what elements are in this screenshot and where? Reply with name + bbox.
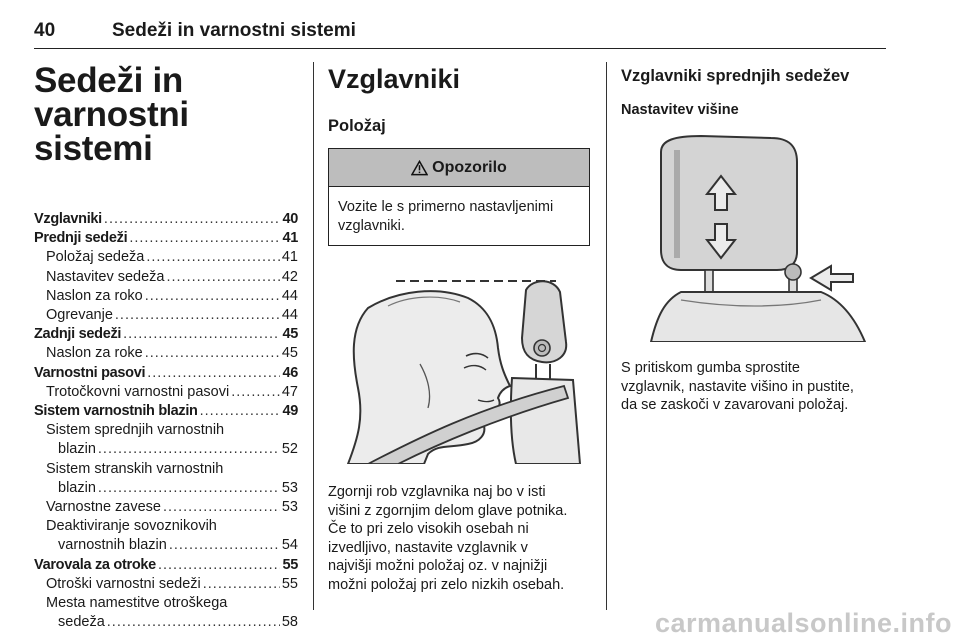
toc-page-number: 41	[281, 249, 298, 266]
toc-entry[interactable]	[34, 364, 298, 383]
toc-leader-dots	[145, 344, 280, 363]
warning-title: Opozorilo	[432, 158, 507, 176]
toc-entry-label: Zadnji sedeži	[34, 326, 122, 343]
toc-page-number: 41	[282, 230, 298, 247]
toc-page-number: 46	[282, 364, 298, 381]
middle-column	[328, 62, 591, 594]
toc-entry-label: Sistem sprednjih varnostnih	[46, 422, 225, 439]
toc-leader-dots	[129, 229, 280, 248]
toc-entry[interactable]	[34, 594, 298, 613]
toc-leader-dots	[169, 536, 280, 555]
toc-entry-label: blazin	[58, 441, 96, 458]
toc-page-number: 49	[282, 403, 298, 420]
toc-entry[interactable]	[34, 344, 298, 363]
toc-entry-label: Prednji sedeži	[34, 230, 128, 247]
toc-entry-label: varnostnih blazin	[58, 537, 167, 554]
height-paragraph	[621, 359, 885, 415]
toc-leader-dots	[98, 440, 280, 459]
toc-entry[interactable]	[34, 268, 298, 287]
toc-entry-label: Mesta namestitve otroškega	[46, 595, 228, 612]
toc-page-number: 58	[281, 614, 298, 631]
toc-entry[interactable]	[34, 536, 298, 555]
section-title: Vzglavniki	[328, 64, 461, 94]
toc-entry-label: Sistem varnostnih blazin	[34, 403, 198, 420]
toc-leader-dots	[115, 306, 280, 325]
warning-triangle-icon	[411, 160, 428, 176]
toc-page-number: 54	[281, 537, 298, 554]
paragraph-line: S pritiskom gumba sprostite	[621, 360, 800, 376]
toc-page-number: 53	[281, 499, 298, 516]
warning-box	[328, 148, 590, 246]
toc-page-number: 47	[281, 383, 298, 400]
column-divider	[606, 62, 607, 610]
paragraph-line: najvišji možni položaj oz. v najnižji	[328, 558, 548, 574]
toc-entry-label: Varnostni pasovi	[34, 364, 146, 381]
toc-entry[interactable]	[34, 498, 298, 517]
toc-entry[interactable]	[34, 421, 298, 440]
toc-entry-label: Otroški varnostni sedeži	[46, 575, 201, 592]
toc-leader-dots	[146, 248, 280, 267]
toc-entry[interactable]	[34, 613, 298, 632]
toc-leader-dots	[158, 556, 281, 575]
toc-leader-dots	[200, 402, 281, 421]
toc-leader-dots	[104, 210, 281, 229]
paragraph-line: Če to pri zelo visokih osebah ni	[328, 521, 529, 537]
toc-entry[interactable]	[34, 517, 298, 536]
subsection-title: Vzglavniki sprednjih sedežev	[621, 67, 850, 85]
chapter-title	[34, 61, 298, 168]
toc-page-number: 53	[281, 479, 298, 496]
toc-entry[interactable]	[34, 210, 298, 229]
toc-page-number: 55	[281, 575, 298, 592]
toc-entry-label: Trotočkovni varnostni pasovi	[46, 383, 230, 400]
toc-page-number: 40	[282, 211, 298, 227]
warning-text	[329, 187, 589, 245]
right-column	[621, 62, 885, 415]
toc-entry-label: sedeža	[58, 614, 105, 631]
toc-entry[interactable]	[34, 402, 298, 421]
warning-text-line: Vozite le s primerno nastavljenimi	[338, 199, 554, 215]
toc-entry[interactable]	[34, 575, 298, 594]
headrest-position-illustration	[328, 268, 590, 464]
toc-entry[interactable]	[34, 479, 298, 498]
paragraph-line: višini z zgornjim delom glave potnika.	[328, 502, 568, 519]
paragraph-line: izvedljivo, nastavite vzglavnik v	[328, 539, 528, 556]
chapter-title-line: Sedeži in varnostni	[34, 61, 189, 134]
toc-leader-dots	[98, 479, 280, 498]
toc-entry[interactable]	[34, 248, 298, 267]
toc-leader-dots	[203, 575, 280, 594]
toc-entry[interactable]	[34, 287, 298, 306]
column-divider	[313, 62, 314, 610]
toc-leader-dots	[107, 613, 280, 632]
toc-entry[interactable]	[34, 229, 298, 248]
toc-leader-dots	[123, 325, 280, 344]
toc-entry-label: Naslon za roko	[46, 287, 143, 304]
toc-entry-label: Ogrevanje	[46, 307, 113, 324]
paragraph-line: vzglavnik, nastavite višino in pustite,	[621, 378, 854, 395]
paragraph-line: možni položaj pri zelo nizkih osebah.	[328, 576, 565, 593]
toc-entry-label: Naslon za roke	[46, 345, 143, 362]
toc-entry-label: Deaktiviranje sovoznikovih	[46, 518, 217, 535]
paragraph-line: da se zaskoči v zavarovani položaj.	[621, 397, 849, 413]
table-of-contents	[34, 210, 298, 632]
toc-entry-label: Varnostne zavese	[46, 499, 161, 516]
page-header	[34, 18, 886, 49]
toc-entry[interactable]	[34, 440, 298, 459]
toc-entry-label: Varovala za otroke	[34, 556, 156, 573]
page-number: 40	[34, 20, 56, 41]
toc-entry[interactable]	[34, 306, 298, 325]
toc-page-number: 55	[282, 556, 298, 573]
toc-leader-dots	[163, 498, 280, 517]
toc-page-number: 45	[282, 326, 298, 343]
toc-entry[interactable]	[34, 556, 298, 575]
section-subtitle: Položaj	[328, 117, 386, 135]
toc-leader-dots	[145, 287, 280, 306]
chapter-title-line: sistemi	[34, 129, 153, 168]
toc-leader-dots	[231, 383, 280, 402]
toc-entry-label: Vzglavniki	[34, 211, 102, 227]
toc-entry-label: Sistem stranskih varnostnih	[46, 460, 224, 477]
running-title: Sedeži in varnostni sistemi	[112, 20, 356, 41]
toc-page-number: 52	[281, 441, 298, 458]
toc-entry-label: Položaj sedeža	[46, 249, 145, 266]
watermark: carmanualsonline.info	[654, 608, 952, 638]
toc-page-number: 42	[281, 268, 298, 285]
left-column	[34, 62, 298, 632]
paragraph-line: Zgornji rob vzglavnika naj bo v isti	[328, 484, 546, 500]
warning-text-line: vzglavniki.	[338, 218, 405, 234]
toc-page-number: 44	[281, 307, 298, 324]
headrest-height-illustration	[621, 132, 885, 342]
toc-entry[interactable]	[34, 325, 298, 344]
toc-leader-dots	[147, 364, 280, 383]
toc-page-number: 44	[281, 287, 298, 304]
toc-entry[interactable]	[34, 383, 298, 402]
toc-entry-label: blazin	[58, 479, 96, 496]
position-paragraph	[328, 483, 591, 594]
subsection-subtitle: Nastavitev višine	[621, 102, 739, 118]
toc-page-number: 45	[281, 345, 298, 362]
toc-entry-label: Nastavitev sedeža	[46, 268, 165, 285]
warning-header	[329, 149, 589, 187]
toc-entry[interactable]	[34, 460, 298, 479]
toc-leader-dots	[166, 268, 279, 287]
